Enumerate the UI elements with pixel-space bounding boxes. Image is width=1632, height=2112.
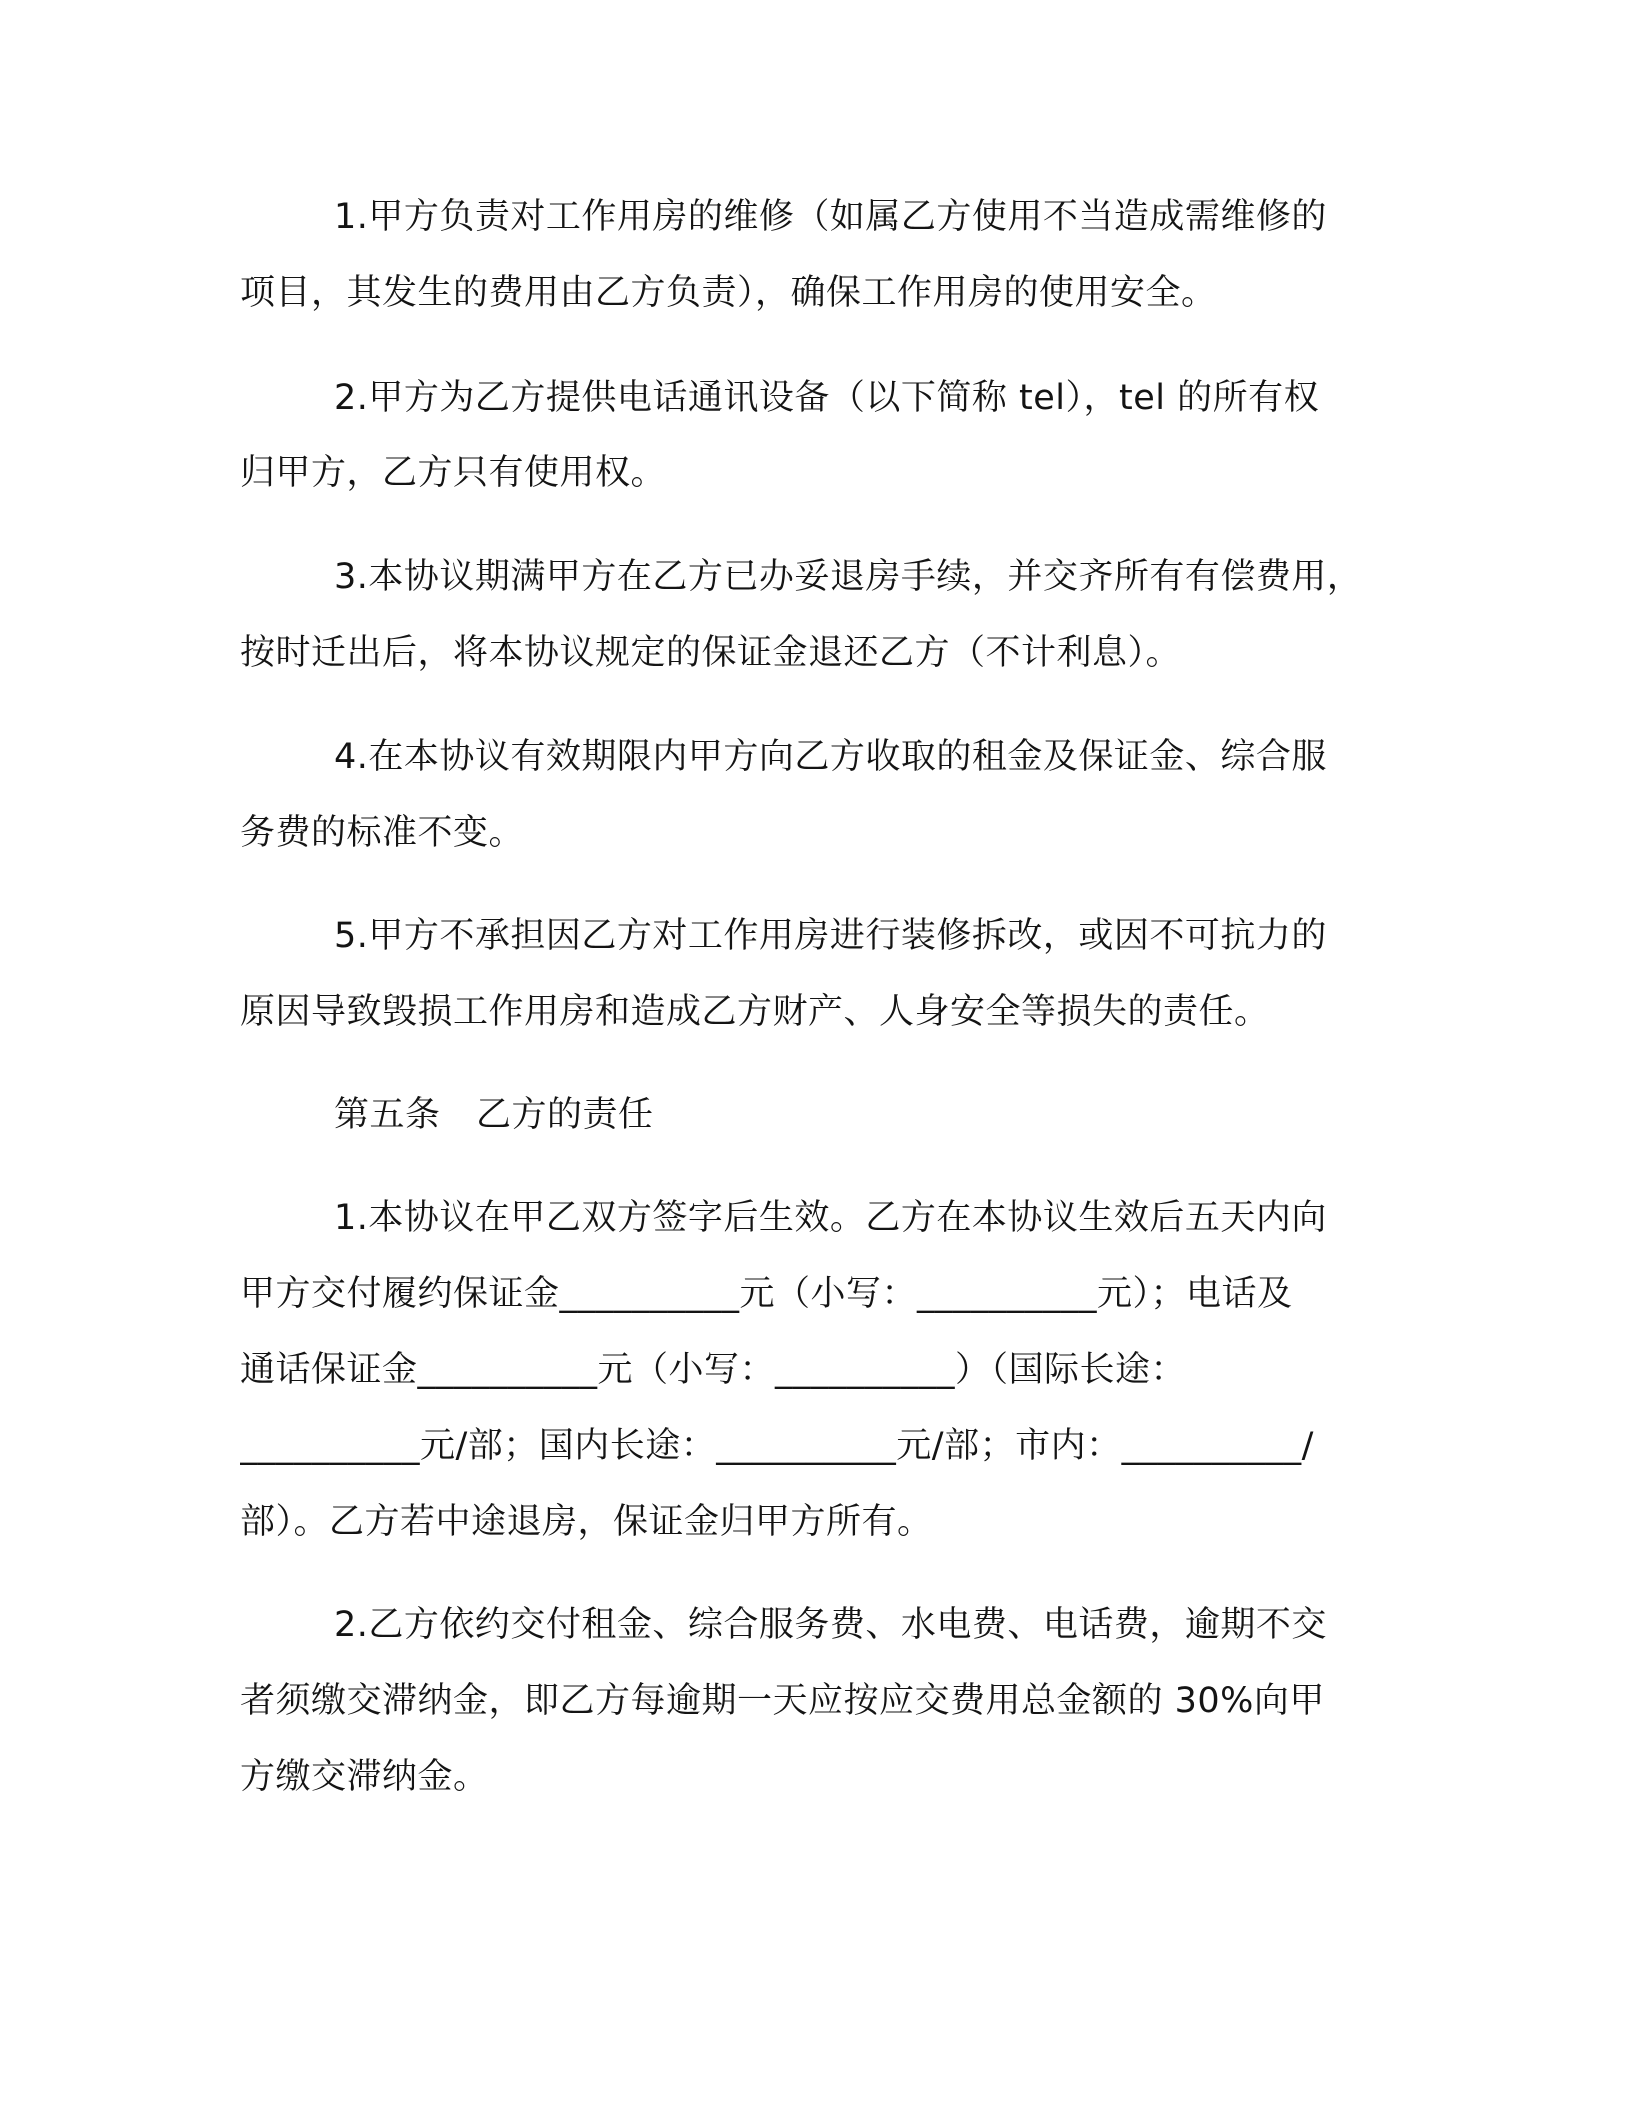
clause-5-item-1-line-3: 通话保证金__________元（小写：__________）（国际长途：: [240, 1350, 1187, 1390]
clause-4-item-2-line-2: 归甲方，乙方只有使用权。: [240, 453, 667, 493]
clause-4-item-5-line-1: 5.甲方不承担因乙方对工作用房进行装修拆改，或因不可抗力的: [334, 916, 1327, 956]
clause-4-item-3-line-1: 3.本协议期满甲方在乙方已办妥退房手续，并交齐所有有偿费用，: [334, 557, 1363, 597]
clause-4-item-4-line-2: 务费的标准不变。: [240, 813, 525, 853]
clause-5-item-2-line-2: 者须缴交滞纳金，即乙方每逾期一天应按应交费用总金额的 30%向甲: [240, 1681, 1325, 1721]
clause-5-item-1-line-2: 甲方交付履约保证金__________元（小写：__________元）；电话及: [240, 1274, 1293, 1314]
clause-4-item-3-line-2: 按时迁出后，将本协议规定的保证金退还乙方（不计利息）。: [240, 633, 1182, 673]
section-heading: 第五条 乙方的责任: [334, 1095, 654, 1135]
clause-4-item-1-line-2: 项目，其发生的费用由乙方负责），确保工作用房的使用安全。: [240, 273, 1217, 313]
clause-5-item-1-line-4: __________元/部；国内长途：__________元/部；市内：__________/: [240, 1426, 1314, 1466]
clause-5-item-1-line-1: 1.本协议在甲乙双方签字后生效。乙方在本协议生效后五天内向: [334, 1198, 1327, 1238]
clause-5-item-1-line-5: 部）。乙方若中途退房，保证金归甲方所有。: [240, 1502, 933, 1542]
clause-5-item-2-line-1: 2.乙方依约交付租金、综合服务费、水电费、电话费，逾期不交: [334, 1605, 1327, 1645]
clause-4-item-4-line-1: 4.在本协议有效期限内甲方向乙方收取的租金及保证金、综合服: [334, 737, 1327, 777]
clause-4-item-2-line-1: 2.甲方为乙方提供电话通讯设备（以下简称 tel），tel 的所有权: [334, 378, 1320, 418]
clause-5-item-2-line-3: 方缴交滞纳金。: [240, 1757, 489, 1797]
clause-4-item-1-line-1: 1.甲方负责对工作用房的维修（如属乙方使用不当造成需维修的: [334, 197, 1327, 237]
clause-4-item-5-line-2: 原因导致毁损工作用房和造成乙方财产、人身安全等损失的责任。: [240, 992, 1270, 1032]
